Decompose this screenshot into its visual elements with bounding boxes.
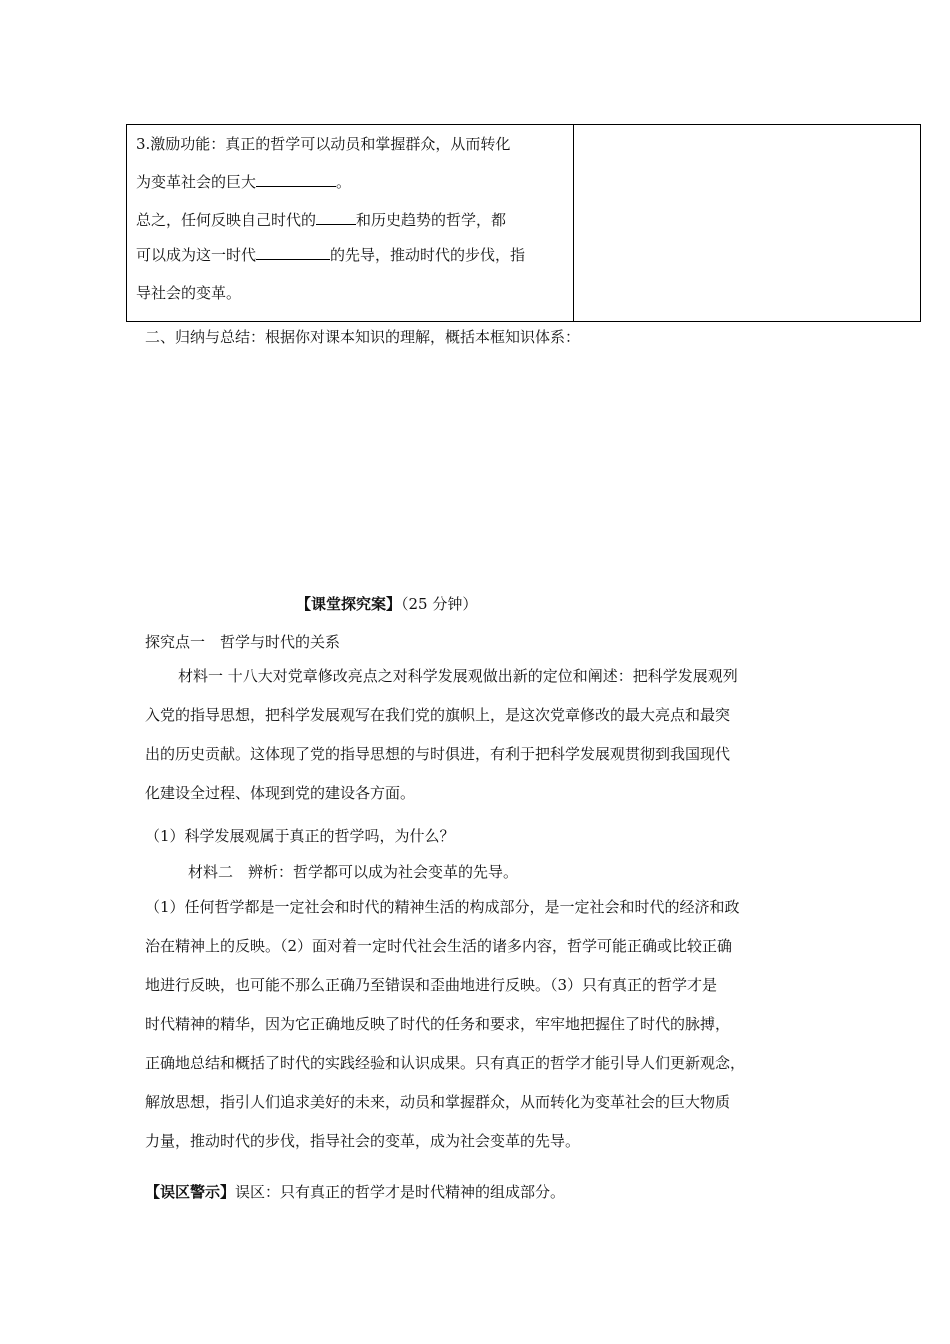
- answer-line: （1）任何哲学都是一定社会和时代的精神生活的构成部分，是一定社会和时代的经济和政: [145, 898, 740, 916]
- table-line-3-end: 和历史趋势的哲学，都: [356, 211, 507, 229]
- table-line-1: 3.激励功能：真正的哲学可以动员和掌握群众，从而转化: [136, 135, 511, 153]
- table-line-3: [136, 205, 565, 240]
- answer-line: 地进行反映，也可能不那么正确乃至错误和歪曲地进行反映。（3）只有真正的哲学才是: [145, 976, 718, 994]
- explore-point: 探究点一 哲学与时代的关系: [145, 633, 341, 651]
- answer-line: 正确地总结和概括了时代的实践经验和认识成果。只有真正的哲学才能引导人们更新观念，: [145, 1054, 746, 1072]
- answer-paragraph: [145, 896, 825, 1169]
- knowledge-table: [126, 124, 921, 322]
- fill-blank[interactable]: [256, 241, 330, 260]
- answer-line: 治在精神上的反映。（2）面对着一定时代社会生活的诸多内容，哲学可能正确或比较正确: [145, 937, 733, 955]
- table-line-4: [136, 240, 565, 278]
- table-line-2-text: 为变革社会的巨大: [136, 173, 257, 191]
- section-heading: [296, 594, 477, 614]
- material-one-line: 出的历史贡献。这体现了党的指导思想的与时俱进，有利于把科学发展观贯彻到我国现代: [145, 745, 731, 763]
- material-one-line: 化建设全过程、体现到党的建设各方面。: [145, 784, 416, 802]
- table-line-4-text: 可以成为这一时代: [136, 246, 257, 264]
- fill-blank[interactable]: [256, 168, 336, 187]
- material-one-line: 入党的指导思想，把科学发展观写在我们党的旗帜上，是这次党章修改的最大亮点和最突: [145, 706, 731, 724]
- question-one: （1）科学发展观属于真正的哲学吗，为什么？: [145, 827, 455, 845]
- material-one: [145, 665, 825, 821]
- table-left-cell: [127, 125, 574, 321]
- answer-line: 时代精神的精华，因为它正确地反映了时代的任务和要求，牢牢地把握住了时代的脉搏，: [145, 1015, 731, 1033]
- warning-label: 【误区警示】: [145, 1183, 236, 1201]
- misconception-warning: [145, 1182, 565, 1202]
- answer-line: 解放思想，指引人们追求美好的未来，动员和掌握群众，从而转化为变革社会的巨大物质: [145, 1093, 731, 1111]
- table-right-cell: [574, 125, 920, 321]
- summary-prompt: 二、归纳与总结：根据你对课本知识的理解，概括本框知识体系：: [145, 328, 581, 346]
- warning-text: 误区：只有真正的哲学才是时代精神的组成部分。: [235, 1183, 566, 1201]
- table-line-4-end: 的先导，推动时代的步伐，指: [330, 246, 526, 264]
- answer-line: 力量，推动时代的步伐，指导社会的变革，成为社会变革的先导。: [145, 1132, 581, 1150]
- section-time: （25 分钟）: [401, 595, 478, 613]
- material-one-line: 材料一 十八大对党章修改亮点之对科学发展观做出新的定位和阐述：把科学发展观列: [178, 667, 738, 685]
- table-line-2: [136, 167, 565, 205]
- fill-blank[interactable]: [316, 206, 356, 225]
- table-line-3-text: 总之，任何反映自己时代的: [136, 211, 317, 229]
- material-two: 材料二 辨析：哲学都可以成为社会变革的先导。: [188, 863, 519, 881]
- section-title: 【课堂探究案】: [296, 595, 402, 613]
- table-line-5: 导社会的变革。: [136, 284, 242, 302]
- table-line-2-end: 。: [336, 173, 352, 191]
